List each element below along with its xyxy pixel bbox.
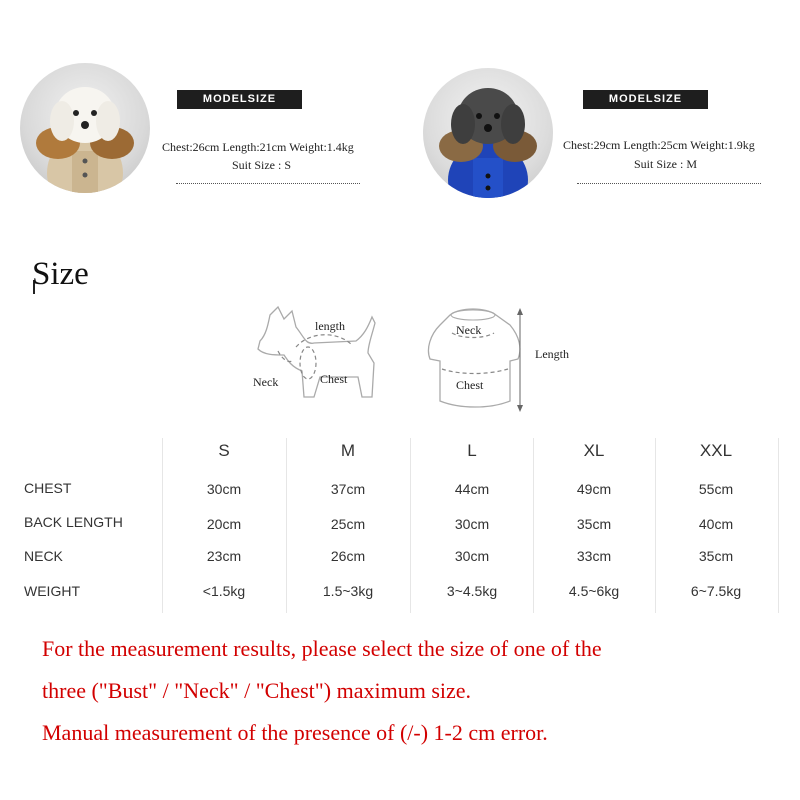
coat-chest-label: Chest [456, 378, 484, 392]
model-photo-poodle [423, 68, 553, 198]
table-cell: <1.5kg [202, 583, 246, 599]
table-cell: 40cm [698, 516, 734, 532]
table-cell: 44cm [454, 481, 490, 497]
model-size-badge: MODELSIZE [177, 90, 302, 109]
model-measurements: Chest:26cm Length:21cm Weight:1.4kg [162, 140, 354, 154]
table-cell: 3~4.5kg [446, 583, 498, 599]
table-cell: 4.5~6kg [568, 583, 620, 599]
table-cell: 30cm [454, 548, 490, 564]
model-suit-size: Suit Size : S [232, 158, 292, 172]
size-header-xxl: XXL [699, 441, 733, 460]
table-cell: 25cm [330, 516, 366, 532]
coat-neck-label: Neck [456, 323, 482, 337]
size-header-l: L [467, 441, 477, 460]
table-cell: 55cm [698, 481, 734, 497]
table-cell: 30cm [454, 516, 490, 532]
table-cell: 37cm [330, 481, 366, 497]
note-line-1: For the measurement results, please select the size of one of the [42, 636, 602, 661]
note-line-2: three ("Bust" / "Neck" / "Chest") maximum size. [42, 678, 472, 703]
row-label-chest: CHEST [24, 480, 72, 496]
size-heading: Size [32, 256, 89, 292]
row-label-back-length: BACK LENGTH [24, 514, 123, 530]
coat-outline-diagram [420, 305, 535, 415]
column-divider [286, 438, 287, 613]
column-divider [162, 438, 163, 613]
dog-chest-label: Chest [320, 372, 348, 386]
table-cell: 26cm [330, 548, 366, 564]
model-suit-size: Suit Size : M [634, 157, 698, 171]
column-divider [410, 438, 411, 613]
table-cell: 23cm [206, 548, 242, 564]
table-cell: 49cm [576, 481, 612, 497]
table-cell: 6~7.5kg [690, 583, 742, 599]
table-cell: 35cm [698, 548, 734, 564]
table-cell: 20cm [206, 516, 242, 532]
dotted-divider [577, 183, 761, 184]
note-line-3: Manual measurement of the presence of (/-) 1-2 cm error. [42, 720, 548, 745]
table-cell: 33cm [576, 548, 612, 564]
table-cell: 1.5~3kg [322, 583, 374, 599]
model-size-badge: MODELSIZE [583, 90, 708, 109]
dog-neck-label: Neck [253, 375, 279, 389]
model-photo-white-dog [20, 63, 150, 193]
coat-length-label: Length [535, 347, 569, 361]
table-cell: 35cm [576, 516, 612, 532]
model-measurements: Chest:29cm Length:25cm Weight:1.9kg [563, 138, 755, 152]
row-label-neck: NECK [24, 548, 63, 564]
size-header-xl: XL [583, 441, 605, 460]
dotted-divider [176, 183, 360, 184]
table-cell: 30cm [206, 481, 242, 497]
dog-length-label: length [315, 319, 345, 333]
column-divider [778, 438, 779, 613]
size-header-s: S [218, 441, 230, 460]
row-label-weight: WEIGHT [24, 583, 80, 599]
size-header-m: M [340, 441, 356, 460]
